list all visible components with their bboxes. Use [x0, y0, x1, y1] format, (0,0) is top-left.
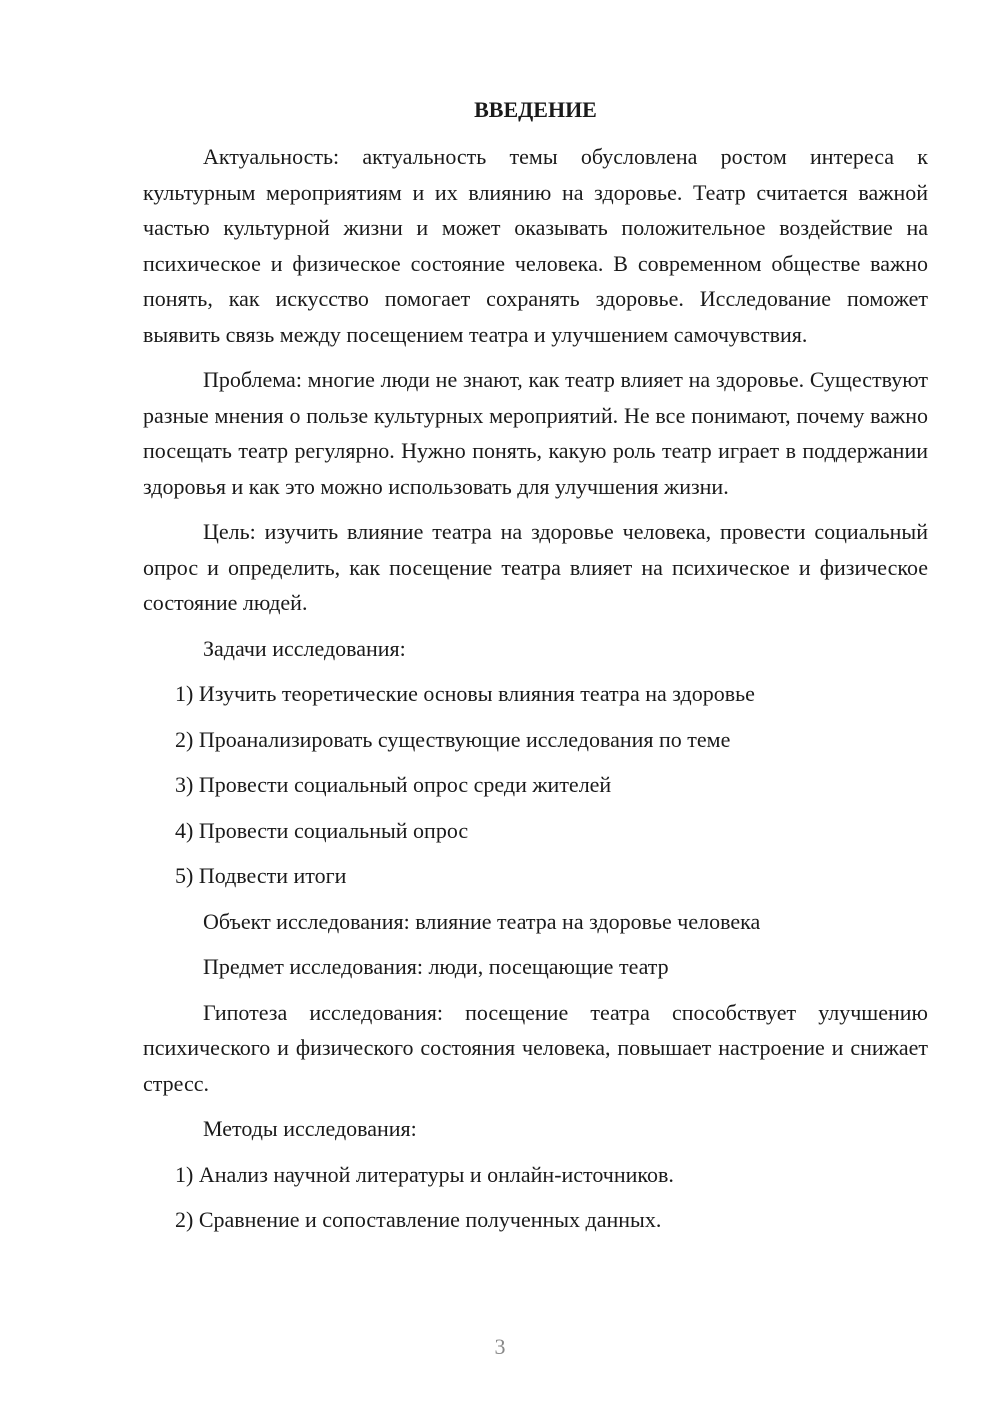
task-item-4: 4) Провести социальный опрос — [175, 817, 469, 843]
section-heading: ВВЕДЕНИЕ — [474, 97, 597, 122]
document-page — [143, 95, 928, 1248]
task-item-2: 2) Проанализировать существующие исследования по теме — [175, 726, 731, 752]
method-item-2: 2) Сравнение и сопоставление полученных данных. — [175, 1207, 662, 1232]
task-item-5: 5) Подвести итоги — [175, 863, 347, 888]
subject-line: Предмет исследования: люди, посещающие театр — [203, 954, 669, 979]
goal-paragraph: Цель: изучить влияние театра на здоровье человека, провести социальный опрос и определить, как посещение театра влияет на психическое и физическое состояние людей. — [143, 519, 928, 615]
methods-title: Методы исследования: — [203, 1116, 417, 1141]
problem-paragraph: Проблема: многие люди не знают, как театр влияет на здоровье. Существуют разные мнения о пользе культурных мероприятий. Не все понимают, почему важно посещать театр регулярно. Нужно понять, какую роль театр играет в поддержании здоровья и как это можно использовать для улучшения жизни. — [143, 367, 928, 499]
method-item-1: 1) Анализ научной литературы и онлайн-источников. — [175, 1161, 674, 1187]
object-line: Объект исследования: влияние театра на здоровье человека — [203, 908, 761, 934]
task-item-3: 3) Провести социальный опрос среди жителей — [175, 772, 612, 797]
tasks-title: Задачи исследования: — [203, 635, 406, 661]
task-item-1: 1) Изучить теоретические основы влияния театра на здоровье — [175, 681, 755, 706]
hypothesis-paragraph: Гипотеза исследования: посещение театра способствует улучшению психического и физического состояния человека, повышает настроение и снижает стресс. — [143, 999, 928, 1096]
relevance-paragraph: Актуальность: актуальность темы обусловлена ростом интереса к культурным мероприятиям и их влиянию на здоровье. Театр считается важной частью культурной жизни и может оказывать положительное воздействие на психическое и физическое состояние человека. В современном обществе важно понять, как искусство помогает сохранять здоровье. Исследование поможет выявить связь между посещением театра и улучшением самочувствия. — [143, 144, 928, 347]
page-number: 3 — [494, 1334, 506, 1359]
